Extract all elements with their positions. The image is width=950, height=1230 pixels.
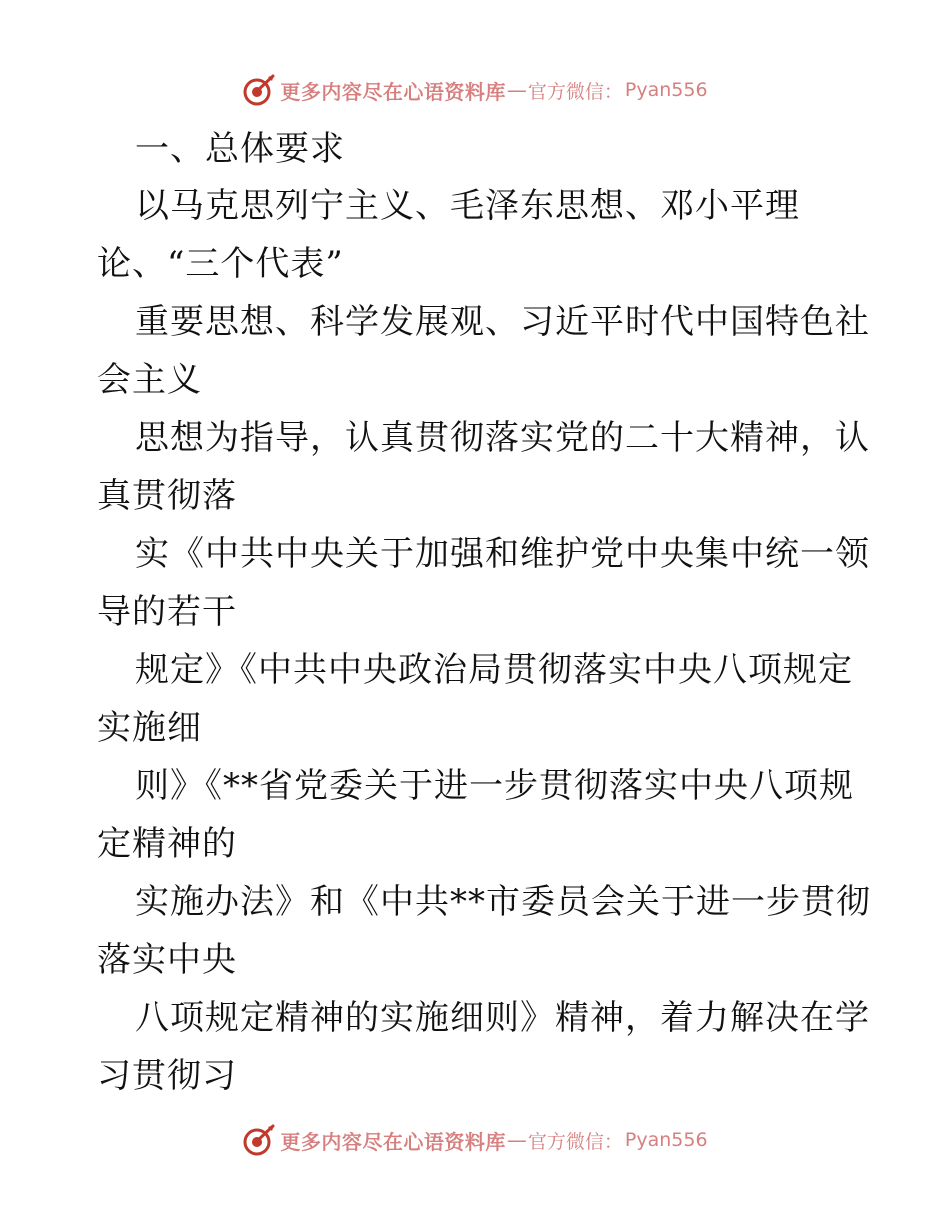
watermark-banner-top: [0, 70, 950, 110]
body-line: 会主义: [97, 360, 202, 400]
body-line: 以马克思列宁主义、毛泽东思想、邓小平理: [135, 186, 800, 226]
pen-logo-icon: [242, 73, 276, 107]
body-line: 习贯彻习: [97, 1056, 237, 1096]
watermark-dash: —: [506, 78, 527, 102]
watermark-wechat-id: Pyan556: [624, 1129, 708, 1151]
watermark-slogan: 更多内容尽在心语资料库: [280, 79, 506, 104]
pen-logo-icon: [242, 1123, 276, 1157]
watermark-wechat-id: Pyan556: [624, 79, 708, 101]
watermark-dash: —: [506, 1128, 527, 1152]
body-line: 导的若干: [97, 592, 237, 632]
body-line: 实施办法》和《中共**市委员会关于进一步贯彻: [135, 882, 871, 922]
watermark-banner-bottom: [0, 1120, 950, 1160]
watermark-wechat-label: 官方微信：: [527, 80, 623, 103]
body-line: 思想为指导，认真贯彻落实党的二十大精神，认: [135, 418, 870, 458]
body-line: 实《中共中央关于加强和维护党中央集中统一领: [135, 534, 870, 574]
body-line: 规定》《中共中央政治局贯彻落实中央八项规定: [135, 650, 853, 690]
body-line: 定精神的: [97, 824, 237, 864]
body-line: 八项规定精神的实施细则》精神，着力解决在学: [135, 998, 870, 1038]
watermark-wechat-label: 官方微信：: [527, 1130, 623, 1153]
body-line: 真贯彻落: [97, 476, 237, 516]
body-line: 则》《**省党委关于进一步贯彻落实中央八项规: [135, 766, 854, 806]
section-heading: 一、总体要求: [135, 129, 345, 169]
body-line: 论、“三个代表”: [97, 244, 344, 284]
watermark-slogan: 更多内容尽在心语资料库: [280, 1129, 506, 1154]
body-line: 实施细: [97, 708, 202, 748]
body-line: 重要思想、科学发展观、习近平时代中国特色社: [135, 302, 870, 342]
body-line: 落实中央: [97, 940, 237, 980]
